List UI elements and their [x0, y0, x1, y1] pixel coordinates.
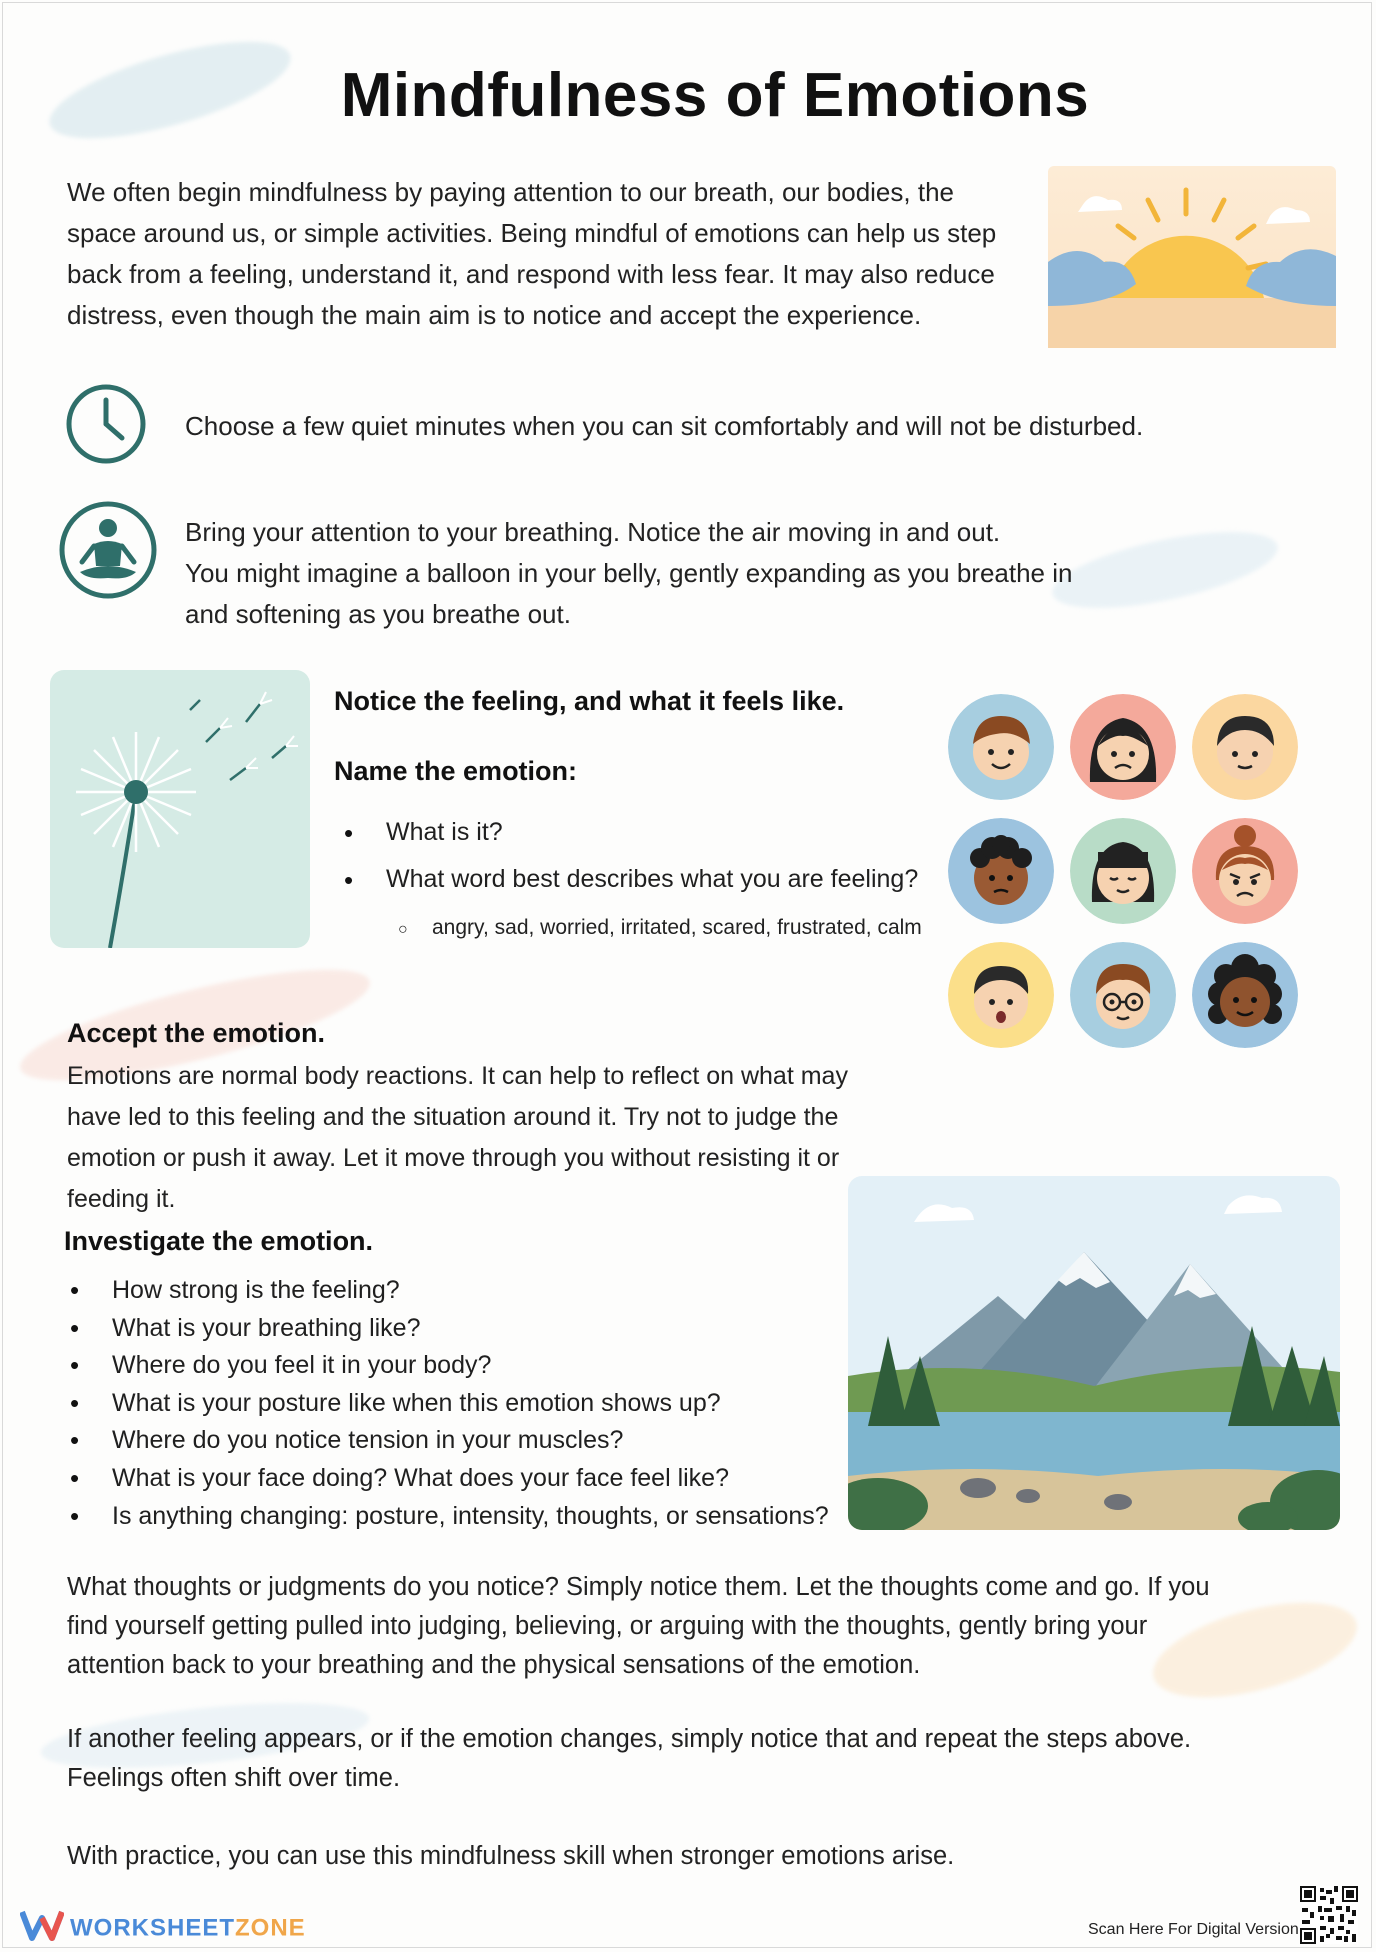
logo-zone-text: ZONE [235, 1914, 306, 1942]
face-girl-angry [1192, 818, 1298, 924]
list-item: • Where do you notice tension in your muscles? [66, 1422, 866, 1460]
clock-icon [64, 382, 148, 466]
step-breathing-text [185, 512, 1095, 635]
list-item: • What is your breathing like? [66, 1310, 866, 1348]
step-breathing-line2: You might imagine a balloon in your belly, gently expanding as you breathe in and softening as you breathe out. [185, 558, 1073, 629]
worksheetzone-logo[interactable] [20, 1908, 306, 1949]
logo-worksheet-text: WORKSHEET [70, 1914, 235, 1942]
hollow-bullet-icon: ○ [398, 921, 408, 938]
meditation-icon [58, 500, 158, 600]
list-item: • What is it? [340, 818, 940, 847]
investigate-list [66, 1272, 866, 1535]
face-girl-calm [1070, 818, 1176, 924]
emotion-words-text: angry, sad, worried, irritated, scared, frustrated, calm [432, 916, 922, 939]
name-emotion-list [340, 818, 940, 894]
list-item: • Is anything changing: posture, intensity, thoughts, or sensations? [66, 1498, 866, 1536]
list-item: • What word best describes what you are feeling? [340, 865, 940, 894]
dandelion-illustration [50, 670, 310, 948]
face-girl-sad [1070, 694, 1176, 800]
intro-paragraph: We often begin mindfulness by paying attention to our breath, our bodies, the space around us, or simple activities. Being mindful of emotions can help us step back from a feeling, understand it, and respond with less fear. It may also reduce distress, even though the main aim is to notice and accept the experience. [67, 177, 997, 330]
accept-heading: Accept the emotion. [67, 1018, 326, 1048]
emotion-words [398, 916, 922, 940]
face-boy-scared [948, 942, 1054, 1048]
name-emotion-heading: Name the emotion: [334, 756, 578, 786]
list-item: • Where do you feel it in your body? [66, 1347, 866, 1385]
notice-heading: Notice the feeling, and what it feels like. [334, 686, 845, 716]
qr-code-icon[interactable] [1300, 1886, 1358, 1944]
investigate-heading: Investigate the emotion. [64, 1226, 374, 1256]
page-title: Mindfulness of Emotions [340, 61, 1090, 130]
accept-paragraph: Emotions are normal body reactions. It can help to reflect on what may have led to this feeling and the situation around it. Try not to judge the emotion or push it away. Let it move through you without resisting it or feeding it. [67, 1062, 848, 1213]
another-paragraph: If another feeling appears, or if the emotion changes, simply notice that and repeat the steps above. Feelings often shift over time. [67, 1725, 1192, 1792]
face-boy-curly [948, 818, 1054, 924]
step-breathing-line1: Bring your attention to your breathing. Notice the air moving in and out. [185, 517, 1001, 547]
list-item: • How strong is the feeling? [66, 1272, 866, 1310]
list-item: • What is your face doing? What does your face feel like? [66, 1460, 866, 1498]
logo-w-icon [20, 1908, 64, 1949]
step-quiet-text: Choose a few quiet minutes when you can sit comfortably and will not be disturbed. [185, 411, 1144, 441]
face-boy-smile [948, 694, 1054, 800]
practice-paragraph: With practice, you can use this mindfulness skill when stronger emotions arise. [67, 1842, 955, 1870]
face-girl-curly [1192, 942, 1298, 1048]
list-item: • What is your posture like when this emotion shows up? [66, 1385, 866, 1423]
sunrise-illustration [1048, 166, 1336, 348]
face-boy-glasses [1070, 942, 1176, 1048]
thoughts-paragraph: What thoughts or judgments do you notice? Simply notice them. Let the thoughts come and go. If you find yourself getting pulled into judging, believing, or arguing with the thoughts, gently bring your attention back to your breathing and the physical sensations of the emotion. [67, 1573, 1210, 1679]
mountain-lake-illustration [848, 1176, 1340, 1530]
qr-caption: Scan Here For Digital Version [1088, 1921, 1299, 1938]
face-boy-calm [1192, 694, 1298, 800]
